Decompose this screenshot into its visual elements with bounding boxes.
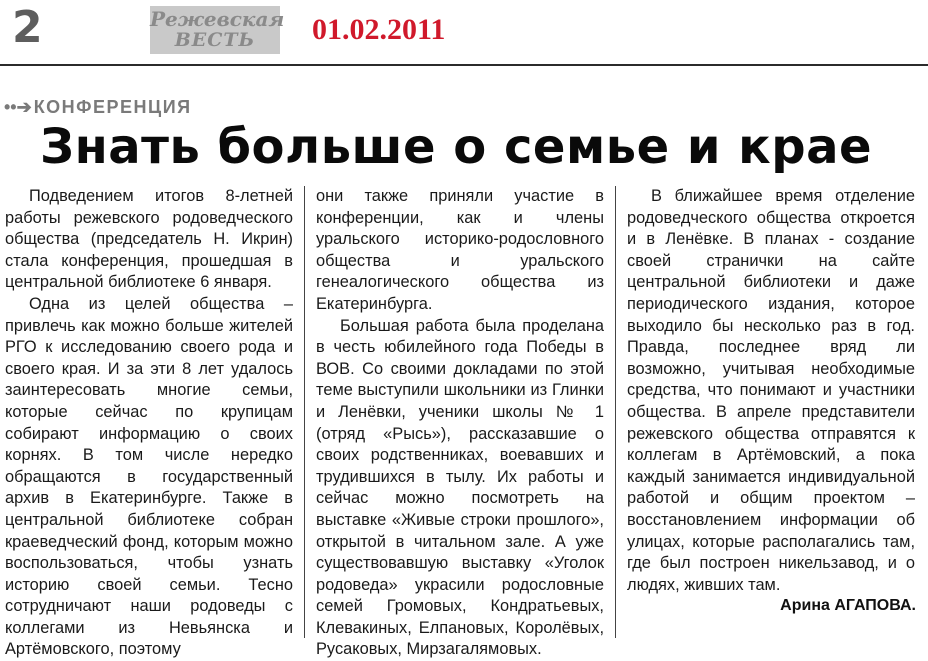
paragraph: В ближайшее время отделение родоведческого общества откроется и в Ленёвке. В планах - создание своей странички на сайте центральной библиотеки и даже периодического издания, которое выходило бы несколько раз в год. Правда, последнее вряд ли возможно, учитывая необходимые средства, что понимают и участники общества. В апреле представители режевского общества отправятся к коллегам в Артёмовский, а пока каждый занимается индивидуальной работой и общим проектом – восстановлением информации об улицах, которые располагались там, где был построен никельзавод, и о людях, живших там. — [627, 187, 915, 594]
article-column-1 — [5, 186, 293, 661]
newspaper-logo — [150, 6, 285, 54]
paragraph: Подведением итогов 8-летней работы режевского родоведческого общества (председатель Н. Икрин) стала конференция, прошедшая в центральной библиотеке 6 января. — [5, 187, 293, 292]
article-column-3 — [627, 186, 915, 596]
issue-date: 01.02.2011 — [312, 13, 446, 46]
paragraph: Большая работа была проделана в честь юбилейного года Победы в ВОВ. Со своими докладами по этой теме выступили школьники из Глинки и Ленёвки, ученики школы № 1 (отряд «Рысь»), рассказавшие о своих родственниках, воевавших и трудившихся в тылу. Их работы и сейчас можно посмотреть на выставке «Живые строки прошлого», открытой в читальном зале. А уже существовавшую выставку «Уголок родоведа» украсили родословные семей Громовых, Кондратьевых, Клевакиных, Елпановых, Королёвых, Русаковых, Мирзагалямовых. — [316, 316, 604, 659]
paragraph: Одна из целей общества – привлечь как можно больше жителей РГО к исследованию своего рода и своего края. И за эти 8 лет удалось заинтересовать многие семьи, которые сейчас по крупицам собирают информацию о своих корнях. В том числе нередко обращаются в государственный архив в Екатеринбурге. Также в центральной библиотеке собран краеведческий фонд, которым можно воспользоваться, чтобы узнать историю своей семьи. Тесно сотрудничают наши родоведы с коллегами из Невьянска и Артёмовского, поэтому — [5, 294, 293, 659]
headline: Знать больше о семье и крае — [40, 119, 873, 175]
column-divider — [304, 186, 305, 638]
paragraph: они также приняли участие в конференции, как и члены уральского историко-родословного общества и уральского генеалогического общества из Екатеринбурга. — [316, 187, 604, 313]
logo-line-1: Режевская — [150, 7, 285, 31]
page-number: 2 — [12, 2, 43, 53]
column-divider — [615, 186, 616, 638]
rubric-arrow-icon: ••➔ — [4, 97, 32, 117]
rubric — [4, 96, 192, 118]
article-column-2 — [316, 186, 604, 661]
rubric-label: КОНФЕРЕНЦИЯ — [33, 97, 192, 117]
header-divider — [0, 64, 928, 66]
logo-line-2: ВЕСТЬ — [174, 29, 256, 51]
author-byline: Арина АГАПОВА. — [780, 597, 916, 614]
